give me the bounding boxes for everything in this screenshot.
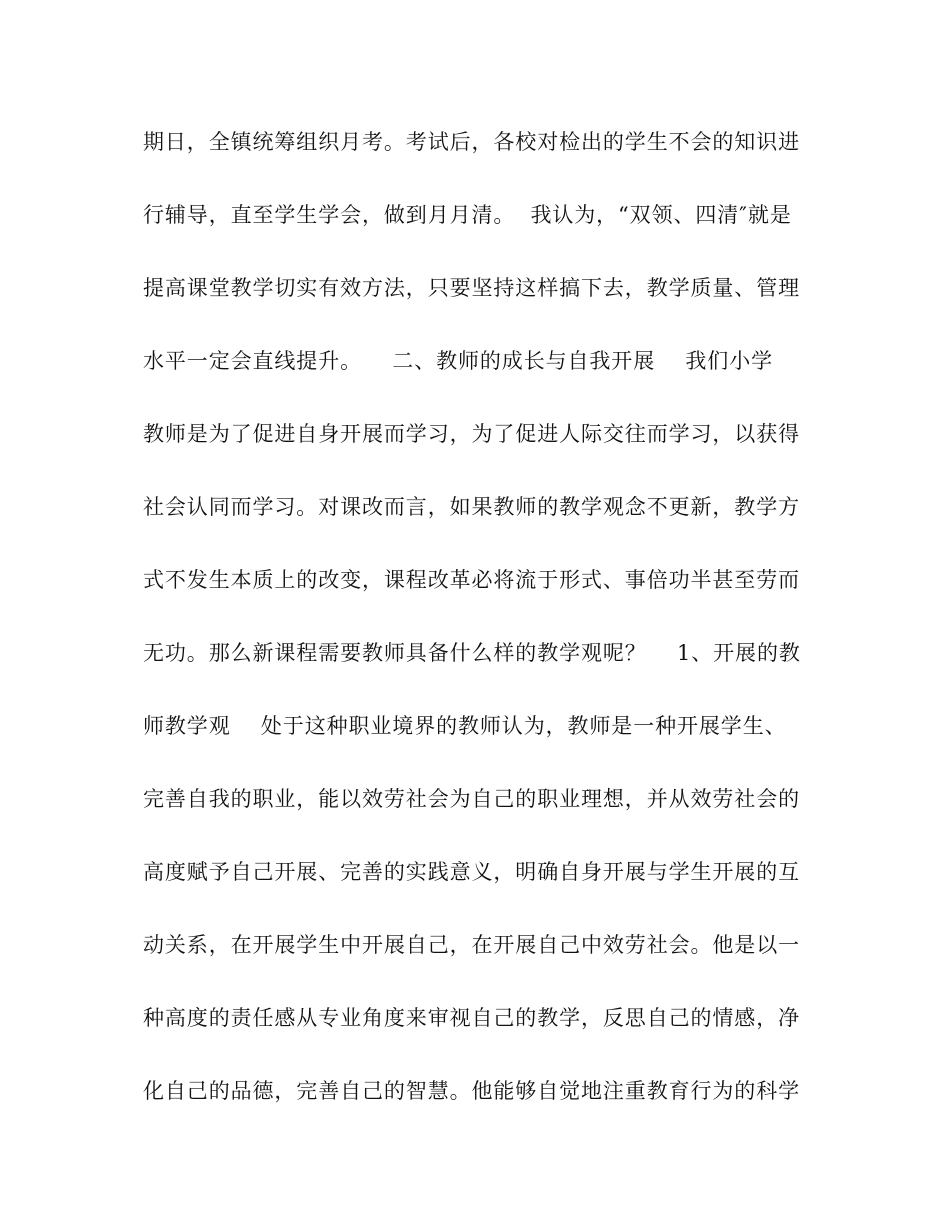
text-line-9: 师教学观 处于这种职业境界的教师认为，教师是一种开展学生、 (143, 714, 787, 738)
text-line-12: 动关系，在开展学生中开展自己，在开展自己中效劳社会。他是以一 (143, 933, 800, 957)
text-line-10: 完善自我的职业，能以效劳社会为自己的职业理想，并从效劳社会的 (143, 787, 800, 811)
text-line-6: 社会认同而学习。对课改而言，如果教师的教学观念不更新，教学方 (143, 495, 800, 519)
text-line-11: 高度赋予自己开展、完善的实践意义，明确自身开展与学生开展的互 (143, 860, 800, 884)
text-line-13: 种高度的责任感从专业角度来审视自己的教学，反思自己的情感，净 (143, 1006, 800, 1030)
text-line-8: 无功。那么新课程需要教师具备什么样的教学观呢？ 1、开展的教 (143, 641, 801, 665)
text-line-3: 提高课堂教学切实有效方法，只要坚持这样搞下去，教学质量、管理 (143, 276, 800, 300)
text-line-2: 行辅导，直至学生学会，做到月月清。 我认为，“双领、四清″就是 (143, 203, 792, 227)
text-line-14: 化自己的品德，完善自己的智慧。他能够自觉地注重教育行为的科学 (143, 1079, 800, 1103)
text-line-7: 式不发生本质上的改变，课程改革必将流于形式、事倍功半甚至劳而 (143, 568, 800, 592)
text-line-5: 教师是为了促进自身开展而学习，为了促进人际交往而学习，以获得 (143, 422, 800, 446)
text-line-1: 期日，全镇统筹组织月考。考试后，各校对检出的学生不会的知识进 (143, 130, 800, 154)
text-line-4: 水平一定会直线提升。 二、教师的成长与自我开展 我们小学 (143, 349, 773, 373)
